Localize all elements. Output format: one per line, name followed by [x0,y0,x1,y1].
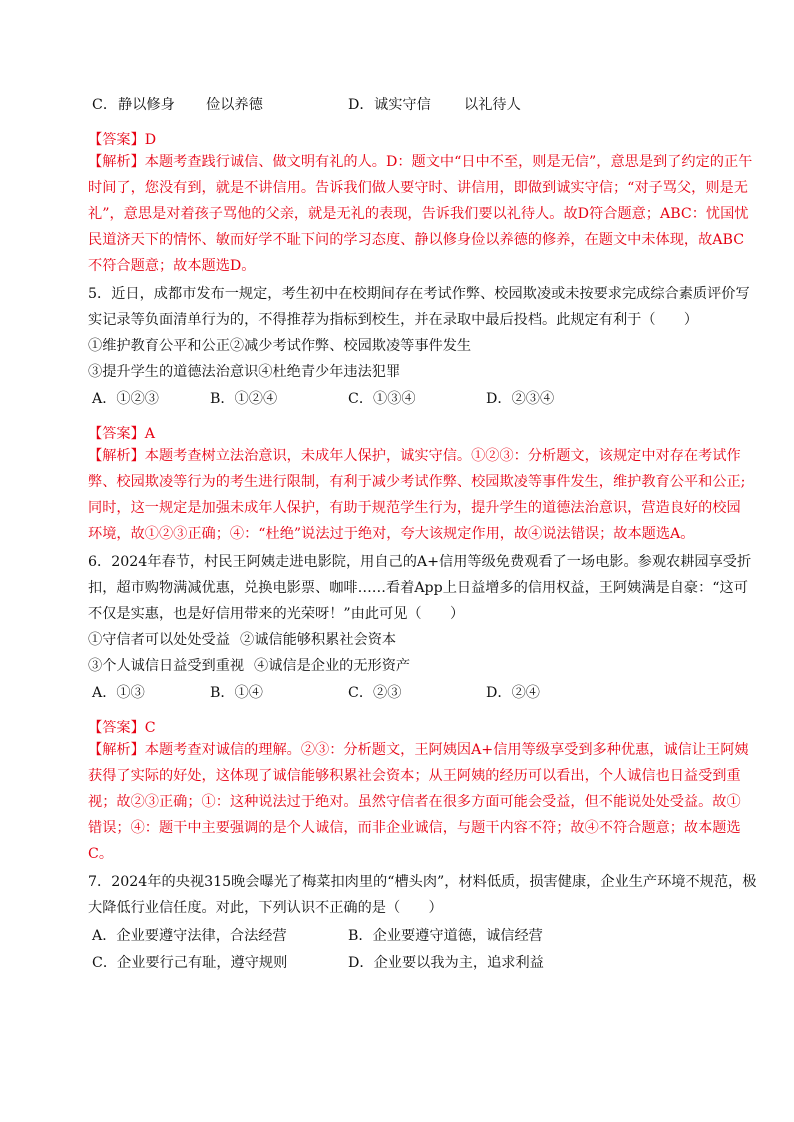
q6-options-row [92,683,612,703]
q6-statement-4: ④诚信是企业的无形资产 [254,658,411,674]
q7-option-b: B．企业要遵守道德，诚信经营 [348,928,543,944]
q4-option-d-label: D． [348,97,374,113]
q6-answer: 【答案】C [88,720,156,736]
q5-option-c: C．①③④ [348,391,416,407]
q5-statements-line: ①维护教育公平和公正②减少考试作弊、校园欺凌等事件发生 [88,338,472,354]
q5-option-a: A．①②③ [92,391,159,407]
q6-statements-row [88,630,608,650]
q6-stem-line: 6．2024年春节，村民王阿姨走进电影院，用自己的A+信用等级免费观看了一场电影。参观农耕园享受折 [88,554,752,570]
q5-analysis-line: 【解析】本题考查树立法治意识，未成年人保护，诚实守信。①②③：分析题文，该规定中对存在考试作 [88,448,741,464]
q7-option-d: D．企业要以我为主，追求利益 [348,955,544,971]
q6-option-b: B．①④ [210,685,263,701]
q4-analysis-line: 时间了，您没有到，就是不讲信用。告诉我们做人要守时、讲信用，即做到诚实守信；“对子骂父，则是无 [88,180,748,196]
q6-analysis-line: 获得了实际的好处，这体现了诚信能够积累社会资本；从王阿姨的经历可以看出，个人诚信也日益受到重 [88,768,741,784]
q4-analysis-line: 礼”，意思是对着孩子骂他的父亲，就是无礼的表现，告诉我们要以礼待人。故D符合题意；ABC：忧国忧 [88,206,749,222]
q7-option-c: C．企业要行己有耻，遵守规则 [92,955,288,971]
q5-option-d: D．②③④ [486,391,555,407]
q6-option-d: D．②④ [486,685,540,701]
q5-answer: 【答案】A [88,426,155,442]
q5-stem-line: 5．近日，成都市发布一规定，考生初中在校期间存在考试作弊、校园欺凌或未按要求完成综合素质评价写 [88,286,750,302]
q5-analysis-line: 弊、校园欺凌等行为的考生进行限制，有利于减少考试作弊、校园欺凌等事件发生，维护教育公平和公正; [88,474,746,490]
q6-statement-2: ②诚信能够积累社会资本 [240,632,397,648]
q5-analysis-line: 环境，故①②③正确；④：“杜绝”说法过于绝对，夸大该规定作用，故④说法错误；故本题选A。 [88,526,695,542]
q4-option-c-text2: 俭以养德 [206,97,263,113]
q4-analysis-line: 不符合题意；故本题选D。 [88,258,256,274]
q5-statements-line: ③提升学生的道德法治意识④杜绝青少年违法犯罪 [88,364,401,380]
q4-answer: 【答案】D [88,132,157,148]
q6-analysis-line: 视；故②③正确；①：这种说法过于绝对。虽然守信者在很多方面可能会受益，但不能说处处受益。故① [88,794,741,810]
q6-analysis-line: C。 [88,846,114,862]
q5-stem-line: 实记录等负面清单行为的，不得推荐为指标到校生，并在录取中最后投档。此规定有利于（ ） [88,312,699,328]
q6-stem-line: 不仅是实惠，也是好信用带来的光荣呀！”由此可见（ ） [88,606,465,622]
q7-options-row [92,926,612,946]
q6-option-c: C．②③ [348,685,402,701]
q5-options-row [92,389,612,409]
q6-analysis-line: 【解析】本题考查对诚信的理解。②③：分析题文，王阿姨因A+信用等级享受到多种优惠，诚信让王阿姨 [88,742,749,758]
q7-stem-line: 7．2024年的央视315晚会曝光了梅菜扣肉里的“槽头肉”，材料低质，损害健康，企业生产环境不规范，极 [88,874,757,890]
q6-analysis-line: 错误；④：题干中主要强调的是个人诚信，而非企业诚信，与题干内容不符；故④不符合题意；故本题选 [88,820,741,836]
q7-option-a: A．企业要遵守法律，合法经营 [92,928,287,944]
q6-option-a: A．①③ [92,685,145,701]
q4-option-c-text1: 静以修身 [118,97,175,113]
q4-option-d-text2: 以礼待人 [464,97,521,113]
q6-stem-line: 扣，超市购物满减优惠，兑换电影票、咖啡……看着App上日益增多的信用权益，王阿姨满是自豪：“这可 [88,580,748,596]
q6-statement-1: ①守信者可以处处受益 [88,632,230,648]
q4-options-row [92,95,612,115]
q7-options-row [92,953,612,973]
q4-option-d-text1: 诚实守信 [374,97,431,113]
q4-analysis-line: 民道济天下的情怀、敏而好学不耻下问的学习态度、静以修身俭以养德的修养，在题文中未体现，故ABC [88,232,745,248]
q7-stem-line: 大降低行业信任度。对此，下列认识不正确的是（ ） [88,900,443,916]
q5-option-b: B．①②④ [210,391,278,407]
q4-analysis-line: 【解析】本题考查践行诚信、做文明有礼的人。D：题文中“日中不至，则是无信”，意思是到了约定的正午 [88,154,753,170]
q6-statements-row [88,656,608,676]
q4-option-c-label: C． [92,97,118,113]
q5-analysis-line: 同时，这一规定是加强未成年人保护，有助于规范学生行为，提升学生的道德法治意识，营造良好的校园 [88,500,741,516]
q6-statement-3: ③个人诚信日益受到重视 [88,658,245,674]
